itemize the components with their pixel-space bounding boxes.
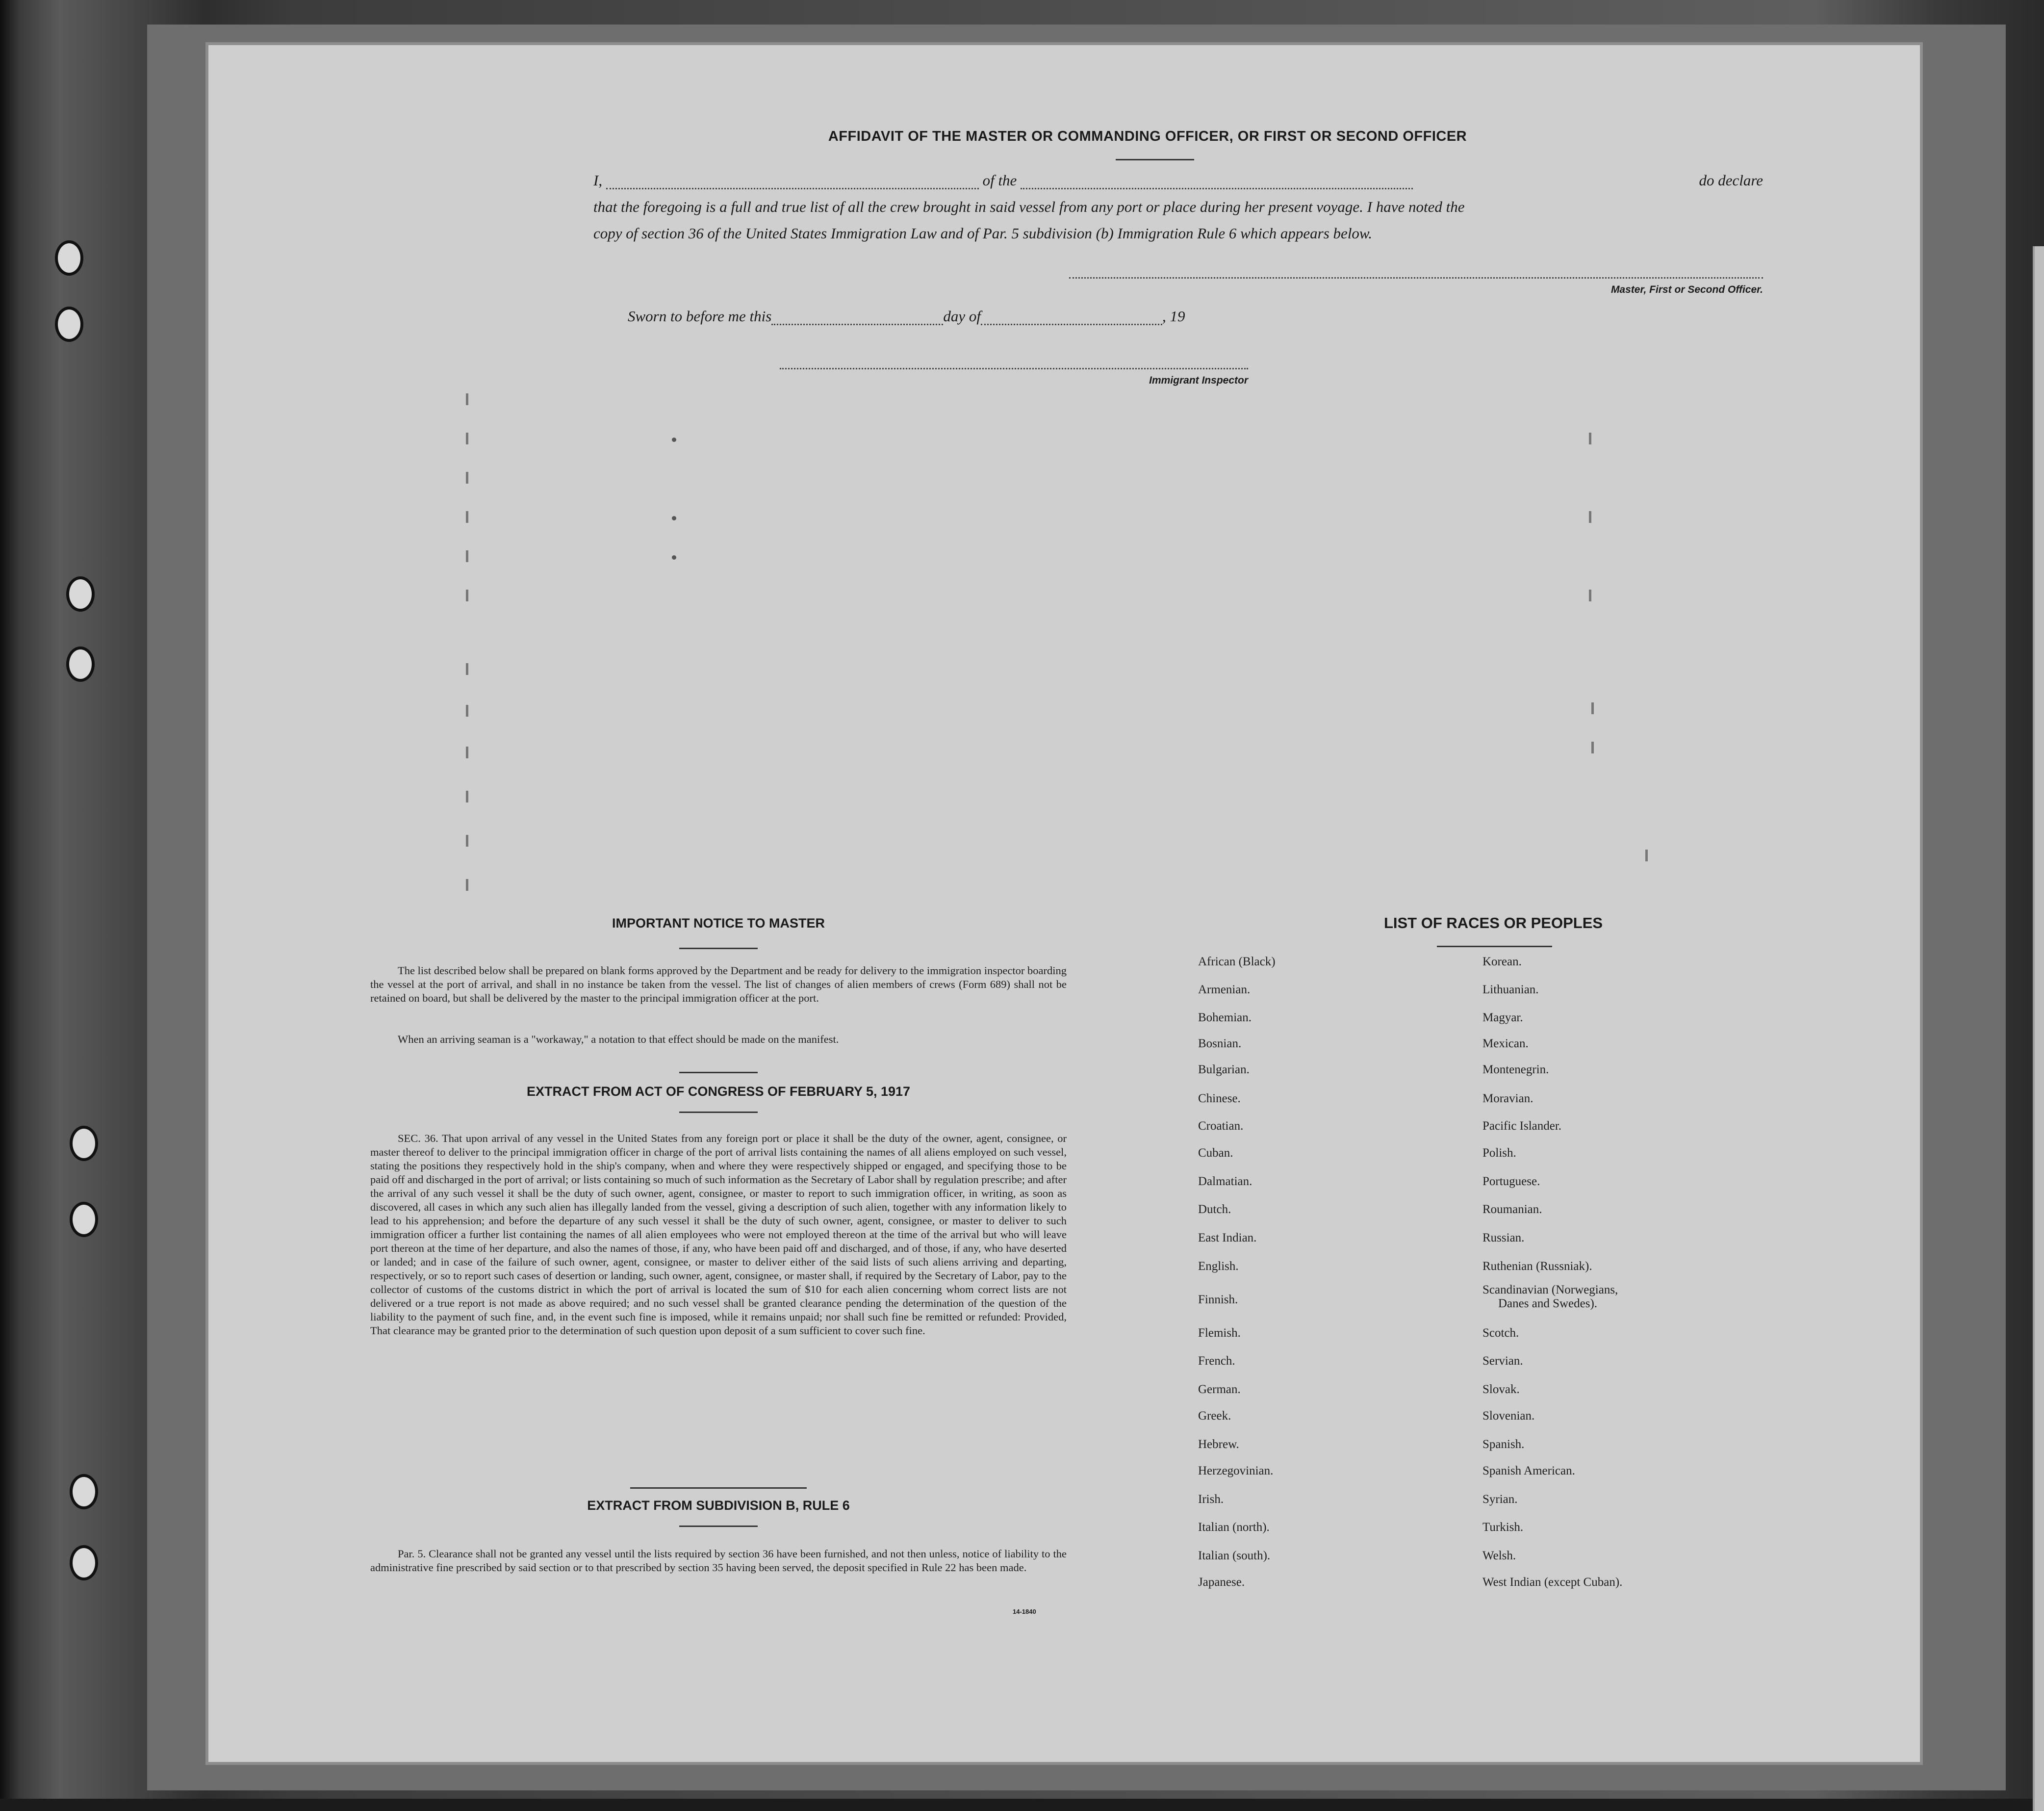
race-item: Slovenian. [1482,1409,1535,1423]
ghost-mark [466,705,468,717]
race-item: Portuguese. [1482,1175,1540,1188]
races-title: LIST OF RACES OR PEOPLES [1383,914,1603,931]
ghost-mark [1589,590,1591,601]
month-blank [981,311,1162,325]
divider [1437,946,1552,947]
race-item: Bohemian. [1198,1011,1252,1024]
race-item: Welsh. [1482,1549,1516,1562]
year-text: , 19 [1162,308,1185,325]
sworn-text: Sworn to before me this [628,308,772,325]
ghost-mark [466,590,468,601]
binder-hole [70,1202,98,1237]
race-item-continued: Danes and Swedes). [1498,1297,1598,1310]
race-item: Herzegovinian. [1198,1464,1274,1477]
ghost-mark [466,472,468,484]
race-item: Chinese. [1198,1092,1241,1105]
affidavit-i: I, [593,172,603,189]
race-item: Mexican. [1482,1037,1529,1050]
race-item: Flemish. [1198,1326,1241,1340]
ghost-mark [672,555,676,560]
ghost-mark [1589,511,1591,523]
race-item: Ruthenian (Russniak). [1482,1260,1592,1273]
name-blank [606,175,979,189]
affidavit-line1 [593,172,1763,189]
race-item: Syrian. [1482,1493,1518,1506]
binder-hole [70,1545,98,1580]
inspector-signature-line [780,368,1248,369]
race-item: Armenian. [1198,983,1251,996]
race-item: Korean. [1482,955,1522,968]
divider [679,1072,758,1073]
race-item: Spanish. [1482,1438,1525,1451]
ghost-mark [1645,850,1648,861]
divider [679,948,758,949]
ghost-mark [466,433,468,444]
divider [1116,159,1194,160]
binder-hole [55,240,83,276]
race-item: Finnish. [1198,1293,1238,1306]
affidavit-line2: that the foregoing is a full and true list of all the crew brought in said vessel from any port or place during her present voyage. I have noted the [593,198,1465,215]
master-signature-line [1069,277,1763,279]
race-item: Greek. [1198,1409,1231,1423]
vessel-blank [1021,175,1413,189]
extract-act-body: SEC. 36. That upon arrival of any vessel in the United States from any foreign port or place it shall be the duty of the owner, agent, consignee, or master thereof to deliver to the principal immigration officer in charge of the port of arrival lists containing the names of all aliens employed on such vessel, stating the positions they respectively hold in the ship's company, when and where they were respectively shipped or engaged, and specifying those to be paid off and discharged in the port of arrival; or lists containing so much of such information as the Secretary of Labor shall by regulation prescribe; and after the arrival of any such vessel it shall be the duty of such owner, agent, consignee, or master to report to such immigration officer, in writing, as soon as discovered, all cases in which any such alien has illegally landed from the vessel, giving a description of such alien, together with any information likely to lead to his apprehension; and before the departure of any such vessel it shall be the duty of such owner, agent, consignee, or master to deliver to such immigration officer a further list containing the names of all alien employees who were not employed thereon at the time of the arrival but who will leave port thereon at the time of her departure, and also the names of those, if any, who have been paid off and discharged, and of those, if any, who have deserted or landed; and in case of the failure of such owner, agent, consignee, or master to deliver either of the said lists of such aliens arriving and departing, respectively, or so to report such cases of desertion or landing, such owner, agent, consignee, or master shall, if required by the Secretary of Labor, pay to the collector of customs of the customs district in which the port of arrival is located the sum of $10 for each alien concerning whom correct lists are not delivered or a true report is not made as above required; and no such vessel shall be granted clearance pending the determination of the question of the liability to the payment of such fine, and, in the event such fine is imposed, while it remains unpaid; nor shall such fine be remitted or refunded: Provided, That clearance may be granted prior to the determination of such question upon deposit of a sum sufficient to cover such fine. [370,1132,1067,1337]
race-item: Scandinavian (Norwegians, [1482,1283,1618,1296]
extract-act-title: EXTRACT FROM ACT OF CONGRESS OF FEBRUARY 5, 1917 [526,1084,911,1099]
extract-rule-body: Par. 5. Clearance shall not be granted any vessel until the lists required by section 36 have been furnished, and not then unless, notice of liability to the administrative fine prescribed by said section or to that prescribed by section 35 having been served, the deposit specified in Rule 22 has been made. [370,1548,1067,1574]
race-item: Scotch. [1482,1326,1519,1340]
race-item: Slovak. [1482,1383,1520,1396]
race-item: Spanish American. [1482,1464,1575,1477]
divider [679,1526,758,1527]
race-item: West Indian (except Cuban). [1482,1576,1623,1589]
race-item: Italian (north). [1198,1521,1270,1534]
form-number: 14-1840 [1013,1608,1036,1615]
ghost-mark [672,516,676,520]
notice-para1: The list described below shall be prepared on blank forms approved by the Department and be ready for delivery to the immigration inspector boarding the vessel at the port of arrival, and shall in no instance be taken from the vessel. The list of changes of alien members of crews (Form 689) shall not be retained on board, but shall be delivered by the master to the principal immigration officer at the port. [370,964,1067,1004]
race-item: Bosnian. [1198,1037,1242,1050]
right-edge-strip [2033,246,2044,1811]
race-item: Croatian. [1198,1119,1244,1133]
race-item: Lithuanian. [1482,983,1539,996]
ghost-mark [466,791,468,802]
race-item: Montenegrin. [1482,1063,1549,1076]
race-item: English. [1198,1260,1239,1273]
master-signature-label: Master, First or Second Officer. [1610,284,1763,295]
race-item: Roumanian. [1482,1203,1542,1216]
ghost-mark [466,835,468,847]
race-item: Italian (south). [1198,1549,1271,1562]
binder-hole [66,647,95,682]
affidavit-declare: do declare [1699,172,1763,189]
ghost-mark [672,438,676,442]
inspector-label: Immigrant Inspector [1149,375,1248,386]
day-of-text: day of [943,308,981,325]
extract-rule-title: EXTRACT FROM SUBDIVISION B, RULE 6 [587,1498,850,1513]
race-item: French. [1198,1354,1235,1368]
race-item: Moravian. [1482,1092,1533,1105]
race-item: East Indian. [1198,1231,1257,1244]
race-item: Irish. [1198,1493,1224,1506]
race-item: Japanese. [1198,1576,1245,1589]
ghost-mark [466,550,468,562]
affidavit-title: AFFIDAVIT OF THE MASTER OR COMMANDING OFFICER, OR FIRST OR SECOND OFFICER [828,129,1467,144]
sworn-line [628,308,1412,325]
race-item: Dutch. [1198,1203,1231,1216]
race-item: Pacific Islander. [1482,1119,1562,1133]
binder-hole [70,1474,98,1509]
document-page [208,45,1920,1762]
binder-hole [66,576,95,612]
ghost-mark [1591,742,1594,753]
ghost-mark [1591,702,1594,714]
race-item: German. [1198,1383,1241,1396]
divider [630,1487,807,1489]
ghost-mark [466,393,468,405]
ghost-mark [466,747,468,758]
race-item: Polish. [1482,1146,1516,1160]
affidavit-line3: copy of section 36 of the United States Immigration Law and of Par. 5 subdivision (b) Immigration Rule 6 which appears below. [593,225,1373,242]
race-item: Magyar. [1482,1011,1523,1024]
race-item: Dalmatian. [1198,1175,1252,1188]
race-item: African (Black) [1198,955,1276,968]
day-blank [771,311,943,325]
ghost-mark [466,511,468,523]
race-item: Bulgarian. [1198,1063,1250,1076]
divider [679,1112,758,1113]
race-item: Servian. [1482,1354,1523,1368]
ghost-mark [466,879,468,891]
notice-title: IMPORTANT NOTICE TO MASTER [612,916,825,931]
race-item: Russian. [1482,1231,1525,1244]
binder-hole [70,1126,98,1161]
race-item: Turkish. [1482,1521,1524,1534]
race-item: Cuban. [1198,1146,1233,1160]
binder-hole [55,307,83,342]
notice-para2: When an arriving seaman is a "workaway," a notation to that effect should be made on the manifest. [398,1033,839,1045]
affidavit-of-the: of the [982,172,1017,189]
ghost-mark [466,663,468,675]
ghost-mark [1589,433,1591,444]
race-item: Hebrew. [1198,1438,1239,1451]
